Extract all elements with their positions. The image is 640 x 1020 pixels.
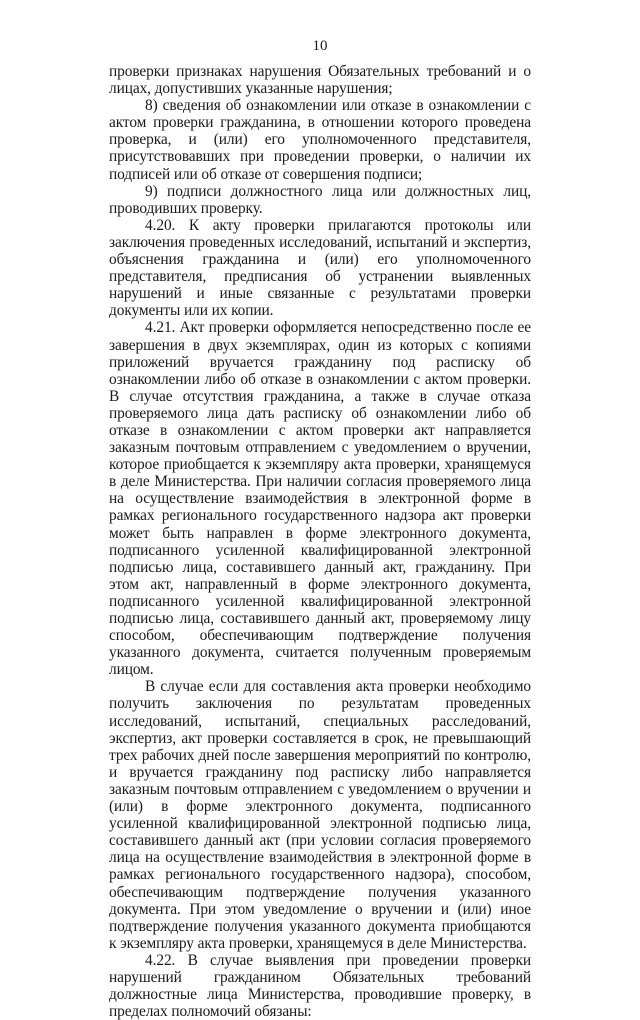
paragraph-continuation: проверки признаках нарушения Обязательных требований и о лицах, допустивших указанные нарушения; [109,63,531,98]
paragraph-4-21-continued: В случае если для составления акта проверки необходимо получить заключения по результатам проведенных исследований, испытаний, специальных расследований, экспертиз, акт проверки составляется в срок, не превышающий трех рабочих дней после завершения мероприятий по контролю, и вручается гражданину под расписку либо направляется заказным почтовым отправлением с уведомлением о вручении и (или) в форме электронного документа, подписанного усиленной квалифицированной электронной подписью лица, составившего данный акт (при условии согласия проверяемого лица на осуществление взаимодействия в электронной форме в рамках регионального государственного надзора), способом, обеспечивающим подтверждение получения указанного документа. При этом уведомление о вручении и (или) иное подтверждение получения указанного документа приобщаются к экземпляру акта проверки, хранящемуся в деле Министерства. [109,678,531,952]
paragraph-item-8: 8) сведения об ознакомлении или отказе в ознакомлении с актом проверки гражданина, в отношении которого проведена проверка, и (или) его уполномоченного представителя, присутствовавших при проведении проверки, о наличии их подписей или об отказе от совершения подписи; [109,97,531,183]
paragraph-4-22: 4.22. В случае выявления при проведении проверки нарушений гражданином Обязательных требований должностные лица Министерства, проводившие проверку, в пределах полномочий обязаны: [109,951,531,1020]
page-number: 10 [312,38,328,54]
paragraph-4-21: 4.21. Акт проверки оформляется непосредственно после ее завершения в двух экземплярах, один из которых с копиями приложений вручается гражданину под расписку об ознакомлении либо об отказе в ознакомлении с актом проверки. В случае отсутствия гражданина, а также в случае отказа проверяемого лица дать расписку об ознакомлении либо об отказе в ознакомлении с актом проверки акт направляется заказным почтовым отправлением с уведомлением о вручении, которое приобщается к экземпляру акта проверки, хранящемуся в деле Министерства. При наличии согласия проверяемого лица на осуществление взаимодействия в электронной форме в рамках регионального государственного надзора акт проверки может быть направлен в форме электронного документа, подписанного усиленной квалифицированной электронной подписью лица, составившего данный акт, гражданину. При этом акт, направленный в форме электронного документа, подписанного усиленной квалифицированной электронной подписью лица, составившего данный акт, проверяемому лицу способом, обеспечивающим подтверждение получения указанного документа, считается полученным проверяемым лицом. [109,319,531,679]
paragraph-4-20: 4.20. К акту проверки прилагаются протоколы или заключения проведенных исследований, испытаний и экспертиз, объяснения гражданина и (или) его уполномоченного представителя, предписания об устранении выявленных нарушений и иные связанные с результатами проверки документы или их копии. [109,216,531,320]
paragraph-item-9: 9) подписи должностного лица или должностных лиц, проводивших проверку. [109,182,531,217]
document-body [109,63,531,1020]
